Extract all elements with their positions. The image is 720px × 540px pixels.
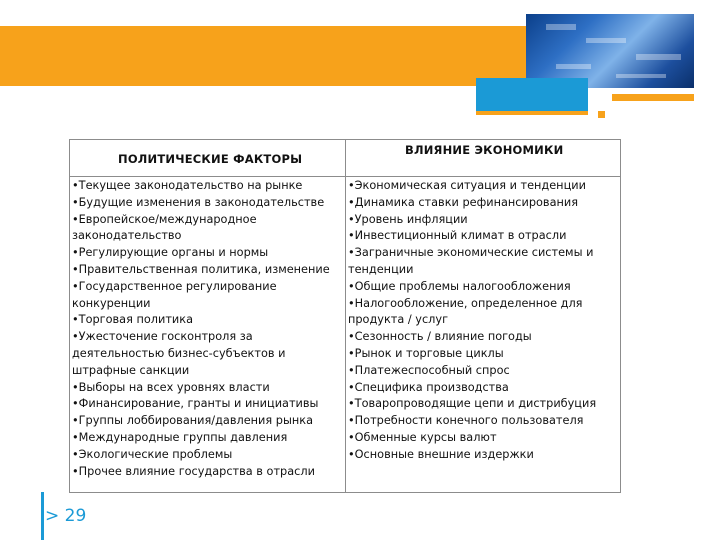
list-item: •Основные внешние издержки (348, 447, 534, 461)
header-orange-square (598, 111, 605, 118)
header-building-image (526, 14, 694, 88)
header-orange-bar (612, 94, 694, 101)
list-item: •Потребности конечного пользователя (348, 414, 584, 428)
list-item: •Сезонность / влияние погоды (348, 330, 532, 344)
footer-blue-stripe (41, 492, 44, 540)
list-item: •Динамика ставки рефинансирования (348, 195, 579, 209)
list-item: •Текущее законодательство на рынке (72, 179, 303, 192)
list-item: •Экономическая ситуация и тенденции (348, 179, 586, 192)
list-item: •Государственное регулирование конкуренции (72, 279, 277, 310)
economic-influence-list (348, 178, 620, 464)
list-item: •Экологические проблемы (72, 447, 233, 461)
list-item: •Рынок и торговые циклы (348, 346, 504, 360)
list-item: •Будущие изменения в законодательстве (72, 195, 325, 209)
page-number: > 29 (45, 506, 87, 526)
list-item: •Правительственная политика, изменение (72, 262, 330, 276)
list-item: •Уровень инфляции (348, 212, 468, 226)
list-item: •Заграничные экономические системы и тенденции (348, 246, 594, 276)
list-item: •Обменные курсы валют (348, 430, 497, 444)
list-item: •Товаропроводящие цепи и дистрибуция (348, 397, 597, 411)
list-item: •Регулирующие органы и нормы (72, 246, 269, 260)
list-item: •Группы лоббирования/давления рынка (72, 414, 313, 428)
political-factors-header: ПОЛИТИЧЕСКИЕ ФАКТОРЫ (118, 152, 303, 166)
header-orange-band (0, 26, 526, 86)
header-blue-block (476, 78, 588, 111)
political-factors-list (72, 178, 344, 480)
list-item: •Инвестиционный климат в отрасли (348, 229, 567, 243)
economic-influence-header: ВЛИЯНИЕ ЭКОНОМИКИ (405, 143, 564, 157)
list-item: •Специфика производства (348, 380, 509, 394)
list-item: •Европейское/международное законодательство (72, 212, 257, 243)
table-row-divider (70, 176, 620, 177)
list-item: •Налогообложение, определенное для продукта / услуг (348, 296, 583, 327)
list-item: •Торговая политика (72, 313, 193, 327)
list-item: •Ужесточение госконтроля за деятельностью бизнес-субъектов и штрафные санкции (72, 330, 286, 377)
list-item: •Прочее влияние государства в отрасли (72, 464, 315, 478)
header-orange-underline (476, 111, 588, 115)
pest-table (69, 139, 621, 493)
list-item: •Финансирование, гранты и инициативы (72, 397, 319, 411)
list-item: •Международные группы давления (72, 430, 288, 444)
table-column-divider (345, 140, 346, 493)
list-item: •Выборы на всех уровнях власти (72, 380, 270, 394)
list-item: •Общие проблемы налогообложения (348, 279, 571, 293)
list-item: •Платежеспособный спрос (348, 363, 510, 377)
